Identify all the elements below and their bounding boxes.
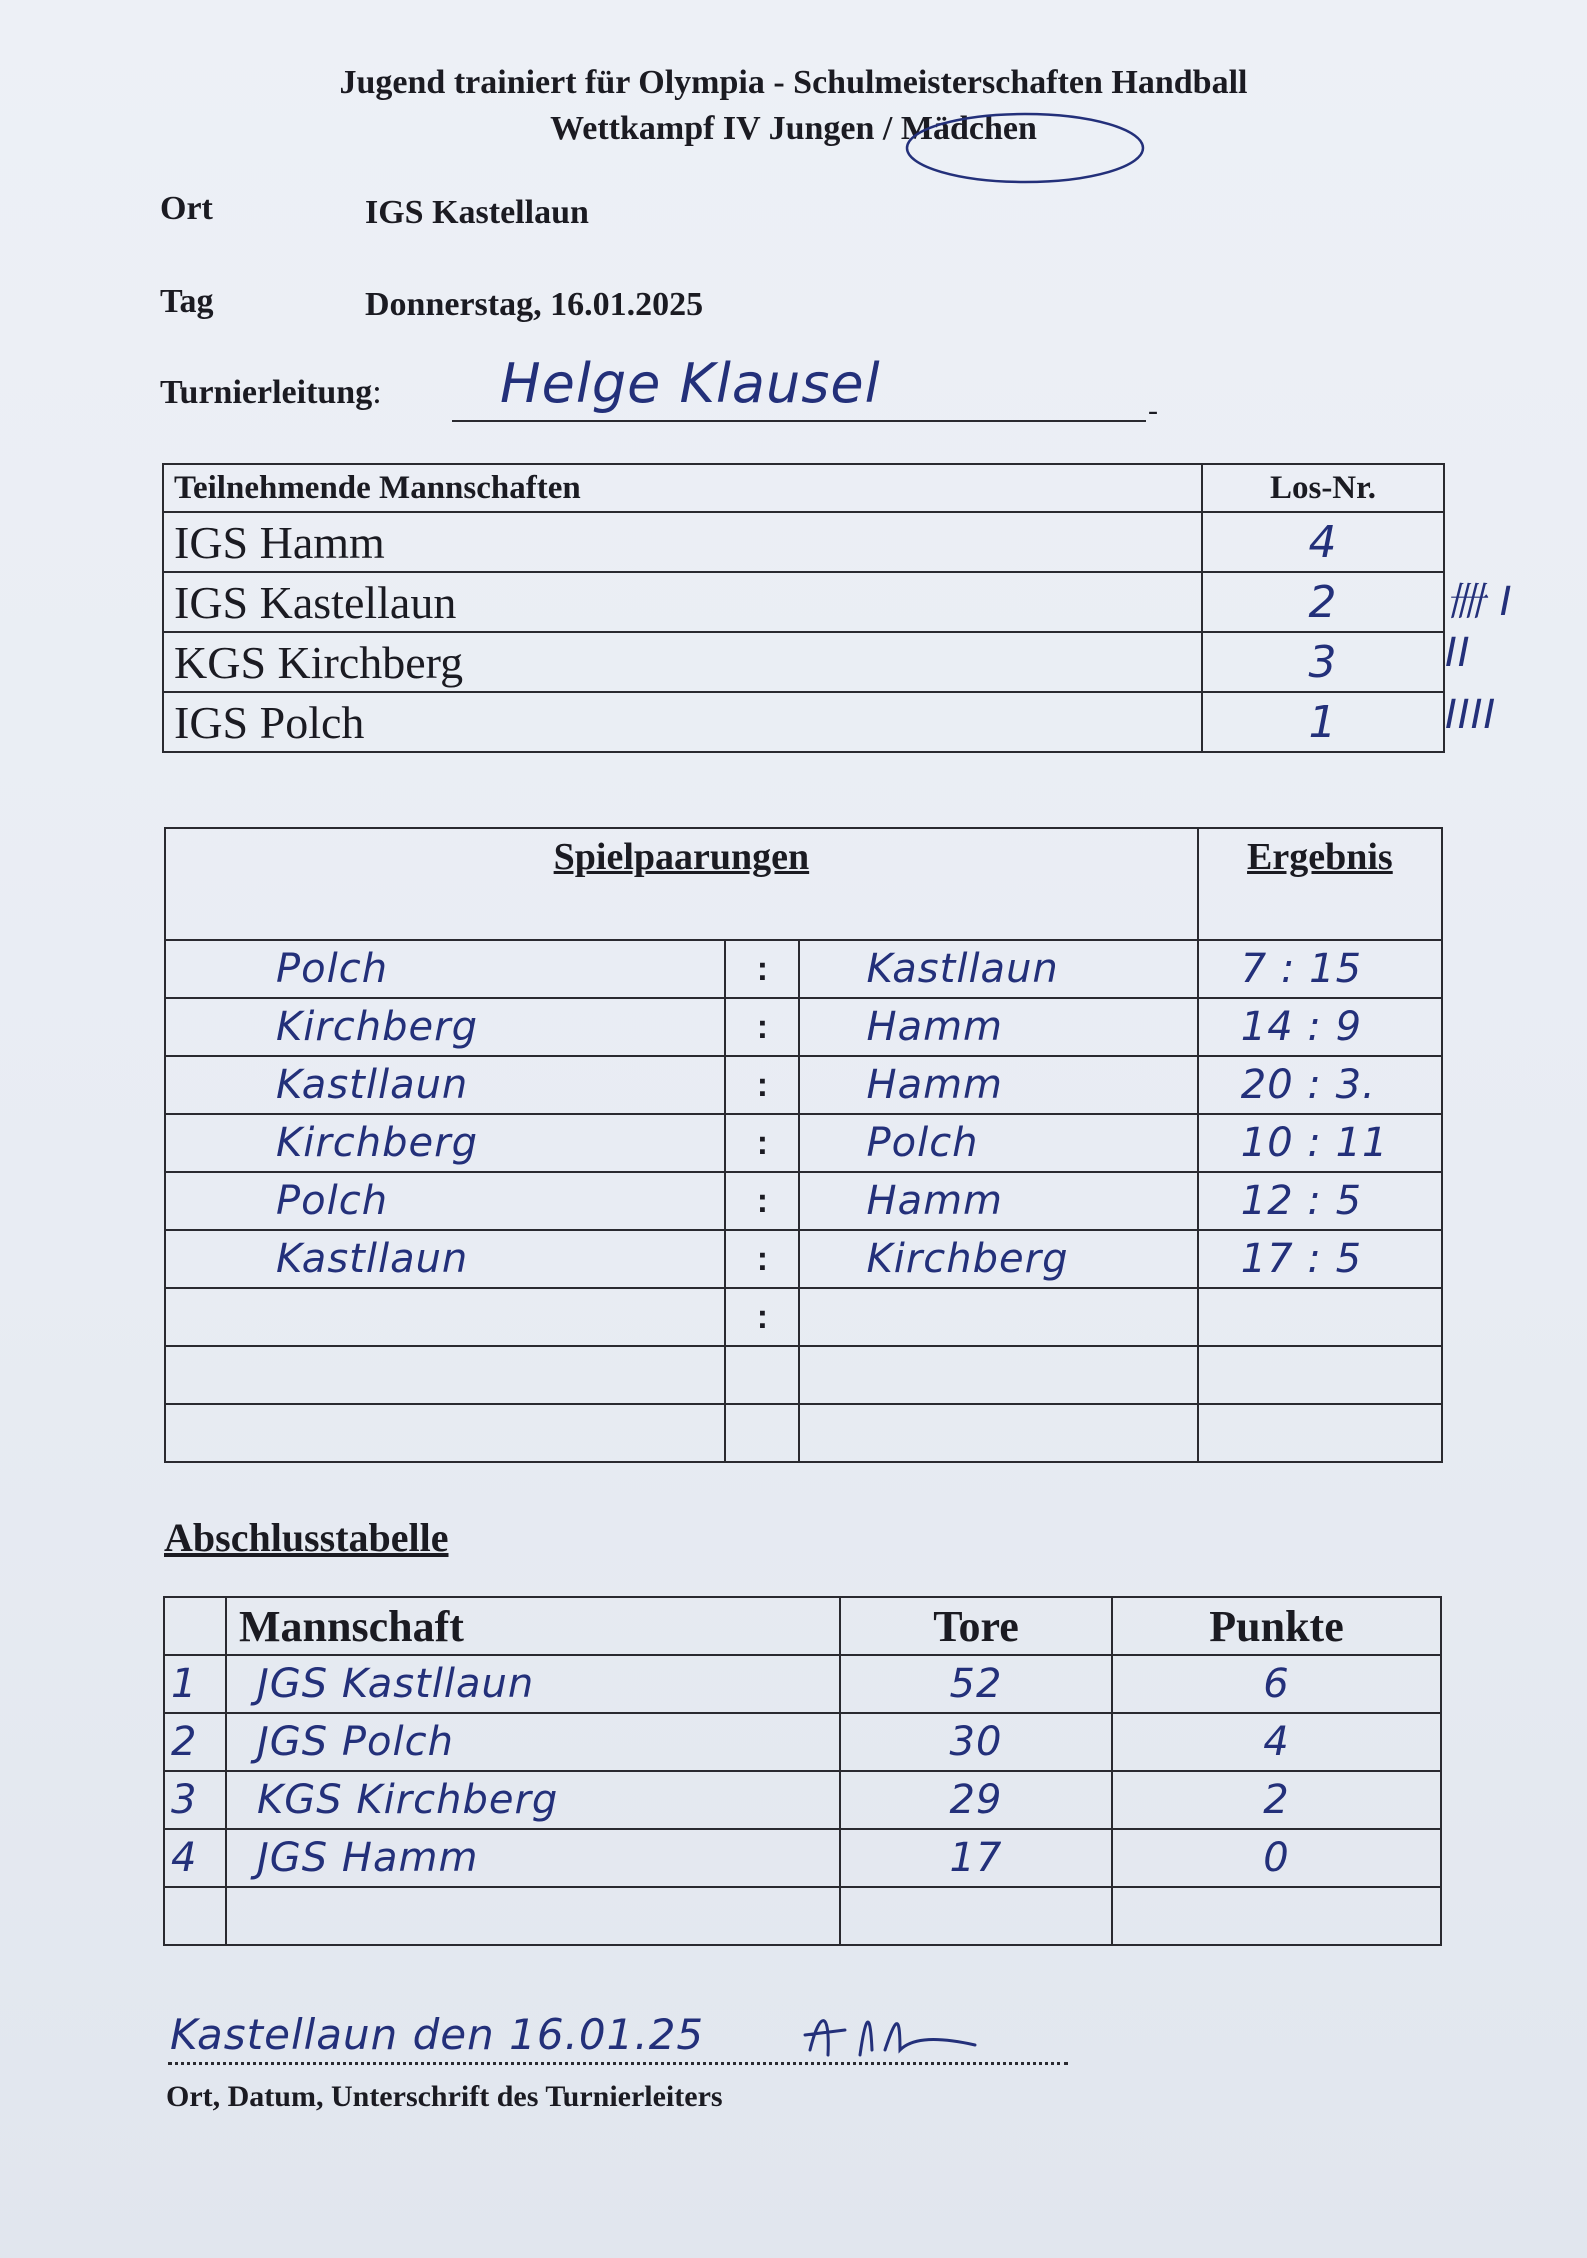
- match-separator: :: [725, 1056, 799, 1114]
- selection-circle: [900, 108, 1150, 188]
- final-header-points: Punkte: [1112, 1597, 1441, 1655]
- final-rank: 1: [164, 1655, 226, 1713]
- ort-label: Ort: [160, 190, 213, 227]
- team-los: 3: [1202, 632, 1444, 692]
- final-points: 6: [1112, 1655, 1441, 1713]
- final-points: 2: [1112, 1771, 1441, 1829]
- match-result: 14 : 9: [1198, 998, 1442, 1056]
- final-team: JGS Kastllaun: [226, 1655, 840, 1713]
- final-goals: 29: [840, 1771, 1112, 1829]
- category-separator: /: [882, 110, 893, 147]
- leitung-dash: -: [1148, 394, 1158, 427]
- signature-scribble: [800, 2000, 990, 2070]
- match-away: [799, 1288, 1197, 1346]
- match-result: 7 : 15: [1198, 940, 1442, 998]
- match-away: Hamm: [799, 1172, 1197, 1230]
- matches-table: [164, 827, 1443, 1463]
- document-title: Jugend trainiert für Olympia - Schulmeisterschaften Handball: [339, 64, 1248, 101]
- final-rank: 2: [164, 1713, 226, 1771]
- team-los: 2: [1202, 572, 1444, 632]
- final-team: JGS Hamm: [226, 1829, 840, 1887]
- match-away: Polch: [799, 1114, 1197, 1172]
- matches-header-row: [165, 828, 1442, 940]
- match-home: Kastllaun: [165, 1056, 725, 1114]
- leitung-colon: :: [372, 374, 382, 411]
- match-result: [1198, 1288, 1442, 1346]
- final-header-rank: [164, 1597, 226, 1655]
- match-home: Polch: [165, 940, 725, 998]
- match-away: Hamm: [799, 998, 1197, 1056]
- match-result: 10 : 11: [1198, 1114, 1442, 1172]
- match-result: 20 : 3.: [1198, 1056, 1442, 1114]
- teams-header-team: Teilnehmende Mannschaften: [163, 464, 1202, 512]
- final-team: [226, 1887, 840, 1945]
- final-goals: 30: [840, 1713, 1112, 1771]
- teams-table: [162, 463, 1445, 753]
- final-header-goals: Tore: [840, 1597, 1112, 1655]
- final-standings-table: [163, 1596, 1442, 1946]
- final-goals: [840, 1887, 1112, 1945]
- leitung-value: Helge Klausel: [500, 352, 881, 415]
- final-title: Abschlusstabelle: [164, 1515, 449, 1560]
- team-row: [163, 632, 1444, 692]
- tally-mark: II: [1445, 630, 1471, 676]
- final-header-team: Mannschaft: [226, 1597, 840, 1655]
- final-row: [164, 1887, 1441, 1945]
- match-result: [1198, 1346, 1442, 1404]
- final-team: KGS Kirchberg: [226, 1771, 840, 1829]
- match-row: [165, 998, 1442, 1056]
- final-row: [164, 1655, 1441, 1713]
- signature-caption: Ort, Datum, Unterschrift des Turnierleiters: [166, 2080, 723, 2113]
- match-home: Polch: [165, 1172, 725, 1230]
- match-result: [1198, 1404, 1442, 1462]
- team-name: IGS Polch: [163, 692, 1202, 752]
- team-los: 4: [1202, 512, 1444, 572]
- final-goals: 17: [840, 1829, 1112, 1887]
- match-separator: :: [725, 1114, 799, 1172]
- match-row: [165, 1346, 1442, 1404]
- team-name: IGS Hamm: [163, 512, 1202, 572]
- match-row: [165, 1230, 1442, 1288]
- match-row: [165, 1172, 1442, 1230]
- final-header-row: [164, 1597, 1441, 1655]
- match-home: [165, 1404, 725, 1462]
- competition-line: [0, 110, 1587, 148]
- final-row: [164, 1829, 1441, 1887]
- leitung-label-wrap: [160, 374, 382, 412]
- final-rank: [164, 1887, 226, 1945]
- match-home: Kirchberg: [165, 998, 725, 1056]
- match-home: Kirchberg: [165, 1114, 725, 1172]
- match-row: [165, 1114, 1442, 1172]
- tag-value: Donnerstag, 16.01.2025: [365, 286, 704, 323]
- match-home: [165, 1288, 725, 1346]
- tally-mark: 卌 I: [1445, 579, 1513, 625]
- tally-mark: IIII: [1445, 692, 1497, 738]
- leitung-label: Turnierleitung: [160, 374, 373, 411]
- selected-category: Mädchen: [900, 110, 1037, 147]
- match-separator: [725, 1346, 799, 1404]
- team-row: [163, 692, 1444, 752]
- final-rank: 3: [164, 1771, 226, 1829]
- match-home: [165, 1346, 725, 1404]
- match-separator: :: [725, 998, 799, 1056]
- leitung-underline: [452, 420, 1146, 422]
- match-separator: :: [725, 940, 799, 998]
- team-row: [163, 572, 1444, 632]
- match-row: [165, 1404, 1442, 1462]
- match-result: 17 : 5: [1198, 1230, 1442, 1288]
- team-los: 1: [1202, 692, 1444, 752]
- match-separator: :: [725, 1230, 799, 1288]
- final-points: 0: [1112, 1829, 1441, 1887]
- team-name: IGS Kastellaun: [163, 572, 1202, 632]
- match-row: [165, 940, 1442, 998]
- match-home: Kastllaun: [165, 1230, 725, 1288]
- final-points: [1112, 1887, 1441, 1945]
- final-row: [164, 1713, 1441, 1771]
- match-away: [799, 1346, 1197, 1404]
- signature-place-date: Kastellaun den 16.01.25: [170, 2010, 705, 2059]
- final-row: [164, 1771, 1441, 1829]
- tag-label: Tag: [160, 283, 214, 320]
- team-name: KGS Kirchberg: [163, 632, 1202, 692]
- match-row: [165, 1056, 1442, 1114]
- match-result: 12 : 5: [1198, 1172, 1442, 1230]
- final-points: 4: [1112, 1713, 1441, 1771]
- match-separator: :: [725, 1172, 799, 1230]
- team-row: [163, 512, 1444, 572]
- match-away: Kastllaun: [799, 940, 1197, 998]
- final-goals: 52: [840, 1655, 1112, 1713]
- match-row: [165, 1288, 1442, 1346]
- teams-header-row: [163, 464, 1444, 512]
- match-separator: :: [725, 1288, 799, 1346]
- competition-category: Wettkampf IV Jungen: [550, 110, 875, 147]
- header-result: Ergebnis: [1198, 828, 1442, 940]
- match-separator: [725, 1404, 799, 1462]
- signature-line: [168, 2062, 1068, 2065]
- match-away: Hamm: [799, 1056, 1197, 1114]
- match-away: [799, 1404, 1197, 1462]
- final-rank: 4: [164, 1829, 226, 1887]
- ort-value: IGS Kastellaun: [365, 194, 589, 231]
- teams-header-los: Los-Nr.: [1202, 464, 1444, 512]
- header-pairings: Spielpaarungen: [165, 828, 1198, 940]
- match-away: Kirchberg: [799, 1230, 1197, 1288]
- final-team: JGS Polch: [226, 1713, 840, 1771]
